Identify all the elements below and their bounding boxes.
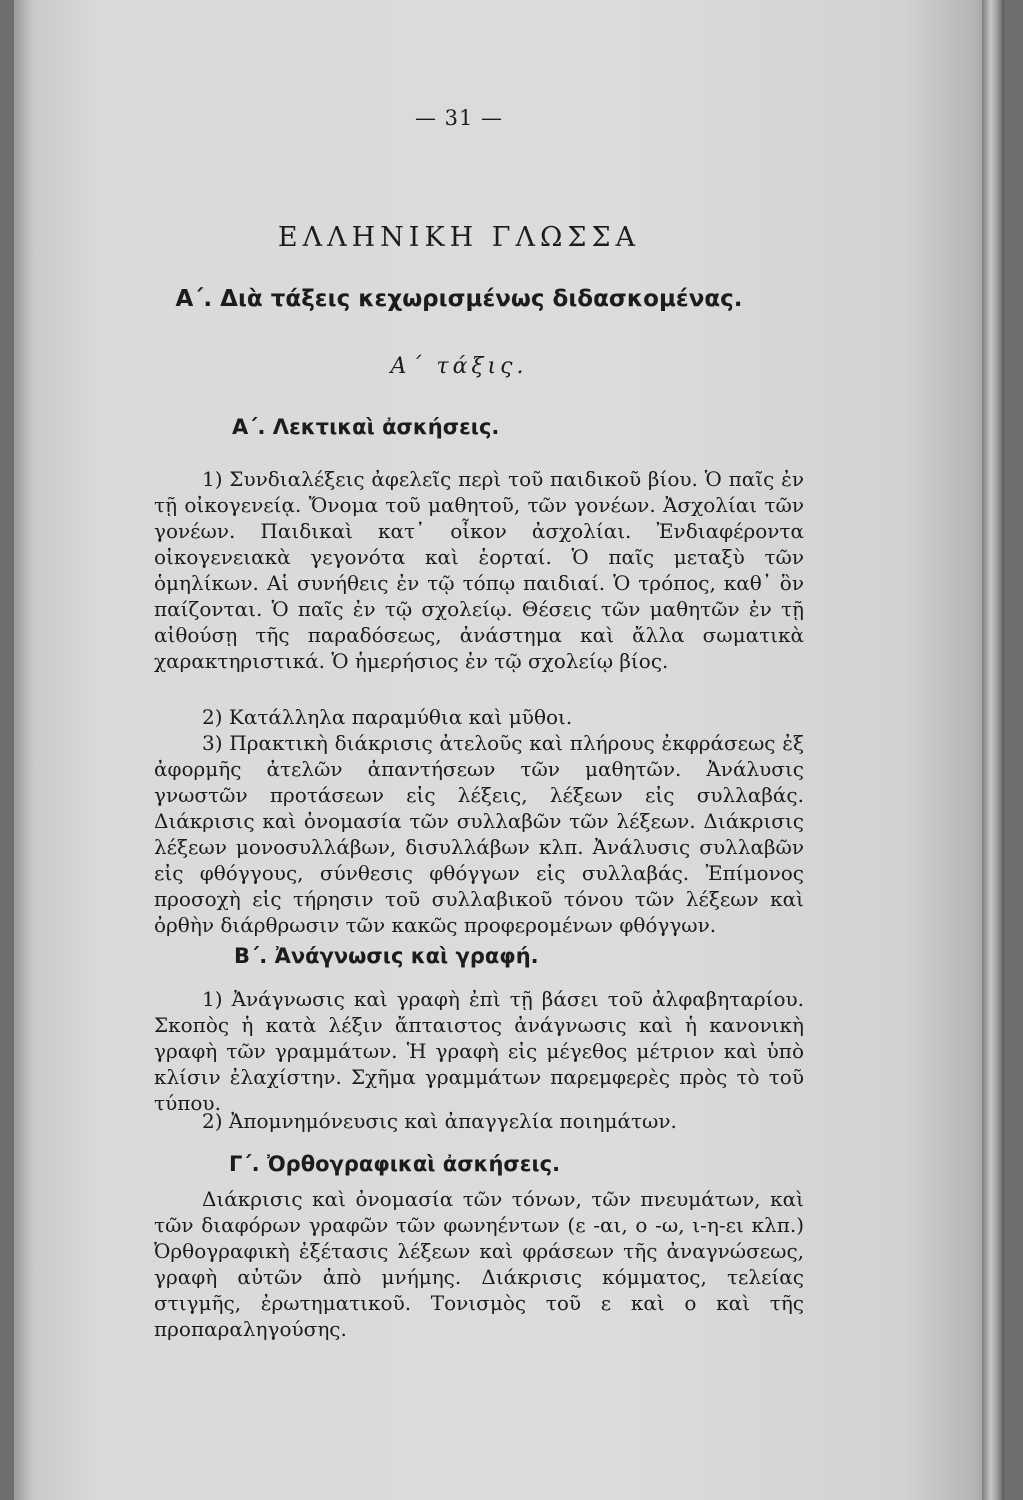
subtitle: Α΄. Διὰ τάξεις κεχωρισμένως διδασκομένας. (175, 286, 743, 312)
paragraph-text: 1) Συνδιαλέξεις ἀφελεῖς περὶ τοῦ παιδικοῦ βίου. Ὁ παῖς ἐν τῇ οἰκογενείᾳ. Ὄνομα τοῦ μαθητοῦ, τῶν γονέων. Ἀσχολίαι τῶν γονέων. Παιδικαὶ κατ᾽ οἶκον ἀσχολίαι. Ἐνδιαφέροντα οἰκογενειακὰ γεγονότα καὶ ἑορταί. Ὁ παῖς μεταξὺ τῶν ὁμηλίκων. Αἱ συνήθεις ἐν τῷ τόπῳ παιδιαί. Ὁ τρόπος, καθ᾽ ὃν παίζονται. Ὁ παῖς ἐν τῷ σχολείῳ. Θέσεις τῶν μαθητῶν ἐν τῇ αἰθούσῃ τῆς παραδόσεως, ἀνάστημα καὶ ἄλλα σωματικὰ χαρακτηριστικά. Ὁ ἡμερήσιος ἐν τῷ σχολείῳ βίος. (154, 467, 804, 673)
paragraph-text: 3) Πρακτικὴ διάκρισις ἀτελοῦς καὶ πλήρους ἐκφράσεως ἐξ ἀφορμῆς ἀτελῶν ἀπαντήσεων τῶν μαθητῶν. Ἀνάλυσις γνωστῶν προτάσεων εἰς λέξεις, λέξεων εἰς συλλαβάς. Διάκρισις καὶ ὀνομασία τῶν συλλαβῶν τῶν λέξεων. Διάκρισις λέξεων μονοσυλλάβων, δισυλλάβων κλπ. Ἀνάλυσις συλλαβῶν εἰς φθόγγους, σύνθεσις φθόγγων εἰς συλλαβάς. Ἐπίμονος προσοχὴ εἰς τήρησιν τοῦ συλλαβικοῦ τόνου τῶν λέξεων καὶ ὀρθὴν διάρθρωσιν τῶν κακῶς προφερομένων φθόγγων. (154, 731, 804, 937)
class-heading: Α΄ τάξις. (390, 354, 528, 379)
paragraph (154, 1108, 804, 1134)
paragraph (154, 704, 804, 730)
paragraph (154, 986, 804, 1116)
page-title: ΕΛΛΗΝΙΚΗ ΓΛΩΣΣΑ (277, 222, 641, 253)
page-number: — 31 — (414, 106, 504, 130)
paragraph (154, 466, 804, 674)
paragraph-text: 2) Κατάλληλα παραμύθια καὶ μῦθοι. (202, 705, 573, 729)
section-heading-orthography: Γ΄. Ὀρθογραφικαὶ ἀσκήσεις. (229, 1152, 561, 1176)
section-heading-reading: Β΄. Ἀνάγνωσις καὶ γραφή. (234, 944, 539, 968)
paragraph (154, 1186, 804, 1342)
paragraph (154, 730, 804, 938)
paragraph-text: 2) Ἀπομνημόνευσις καὶ ἀπαγγελία ποιημάτων. (202, 1109, 677, 1133)
paragraph-text: 1) Ἀνάγνωσις καὶ γραφὴ ἐπὶ τῇ βάσει τοῦ ἀλφαβηταρίου. Σκοπὸς ἡ κατὰ λέξιν ἄπταιστος ἀνάγνωσις καὶ ἡ κανονικὴ γραφὴ τῶν γραμμάτων. Ἡ γραφὴ εἰς μέγεθος μέτριον καὶ ὑπὸ κλίσιν ἐλαχίστην. Σχῆμα γραμμάτων παρεμφερὲς πρὸς τὸ τοῦ τύπου. (154, 987, 804, 1115)
paragraph-text: Διάκρισις καὶ ὀνομασία τῶν τόνων, τῶν πνευμάτων, καὶ τῶν διαφόρων γραφῶν τῶν φωνηέντων (ε -αι, ο -ω, ι-η-ει κλπ.) Ὀρθογραφικὴ ἐξέτασις λέξεων καὶ φράσεων τῆς ἀναγνώσεως, γραφὴ αὐτῶν ἀπὸ μνήμης. Διάκρισις κόμματος, τελείας στιγμῆς, ἐρωτηματικοῦ. Τονισμὸς τοῦ ε καὶ ο καὶ τῆς προπαραληγούσης. (154, 1187, 804, 1341)
scanned-page (14, 0, 1004, 1500)
section-heading-lexical: Α΄. Λεκτικαὶ ἀσκήσεις. (232, 415, 500, 439)
page-edge (982, 0, 1004, 1500)
